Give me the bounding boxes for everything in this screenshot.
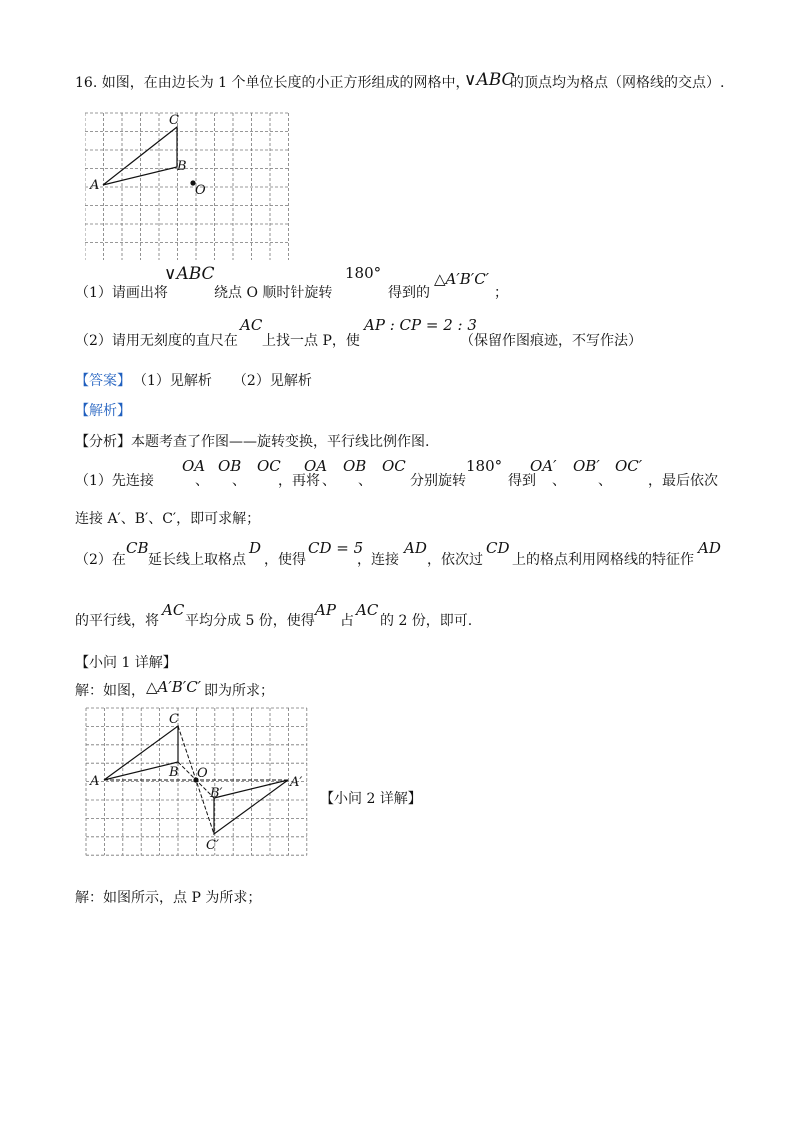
question-suffix: 的顶点均为格点（网格线的交点）. bbox=[510, 75, 725, 91]
step2-mid4: ，依次过 bbox=[427, 552, 483, 568]
step2-line2-prefix: 的平行线，将 bbox=[75, 613, 159, 629]
question-prefix: 16. 如图，在由边长为 1 个单位长度的小正方形组成的网格中， bbox=[75, 75, 470, 91]
fig2-label-b: B bbox=[169, 765, 179, 780]
part1-tri: ∨ABC bbox=[164, 264, 215, 284]
step1-mid3: 得到 bbox=[508, 473, 536, 489]
step1-oa: OA bbox=[182, 457, 206, 475]
fig1-label-o: O bbox=[195, 183, 206, 198]
step1-sep1: 、 bbox=[195, 473, 209, 489]
fenxi-text: 【分析】本题考查了作图——旋转变换，平行线比例作图. bbox=[75, 434, 430, 450]
step2-cd5: CD = 5 bbox=[308, 539, 364, 557]
fig1-label-c: C bbox=[169, 113, 179, 128]
step2-prefix: （2）在 bbox=[75, 552, 126, 568]
sub1-text-prefix: 解：如图， bbox=[75, 683, 145, 699]
step1-sep5: 、 bbox=[552, 473, 566, 489]
triangle-abc: ∨ABC bbox=[464, 70, 515, 90]
step1-mid2: 分别旋转 bbox=[410, 473, 466, 489]
step1-prefix: （1）先连接 bbox=[75, 473, 154, 489]
fig2-label-c-prime: C′ bbox=[206, 838, 219, 853]
step1-sep3: 、 bbox=[322, 473, 336, 489]
step2-line2-end: 的 2 份，即可. bbox=[380, 613, 473, 629]
step2-ac2: AC bbox=[356, 601, 379, 619]
step1-oa3: OA′ bbox=[530, 457, 557, 475]
answer-tag: 【答案】 bbox=[75, 373, 131, 389]
step2-ad: AD bbox=[404, 539, 427, 557]
step1-line2: 连接 A′、B′、C′，即可求解； bbox=[75, 511, 261, 527]
part1-prefix: （1）请画出将 bbox=[75, 285, 168, 301]
part1-mid: 绕点 O 顺时针旋转 bbox=[214, 285, 333, 301]
sub1-tri: △A′B′C′ bbox=[146, 678, 202, 696]
step2-mid2: ，使得 bbox=[264, 552, 306, 568]
fig2-label-o: O bbox=[197, 766, 208, 781]
step2-line2-mid2: 占 bbox=[340, 613, 354, 629]
step1-end: ，最后依次 bbox=[648, 473, 718, 489]
step2-d: D bbox=[249, 539, 262, 557]
figure-2-grid bbox=[83, 706, 311, 858]
fig2-label-a-prime: A′ bbox=[290, 775, 303, 790]
sub2-tag: 【小问 2 详解】 bbox=[320, 791, 422, 807]
step2-cb: CB bbox=[126, 539, 149, 557]
fig1-label-b: B bbox=[177, 159, 187, 174]
sub1-text-suffix: 即为所求； bbox=[204, 683, 274, 699]
step1-ob2: OB bbox=[343, 457, 367, 475]
part1-angle: 180° bbox=[345, 264, 382, 282]
answer-text: （1）见解析 （2）见解析 bbox=[133, 373, 312, 389]
step2-mid: 延长线上取格点 bbox=[148, 552, 246, 568]
step1-oc2: OC bbox=[382, 457, 406, 475]
step1-oc3: OC′ bbox=[615, 457, 643, 475]
step2-ap: AP bbox=[315, 601, 336, 619]
fig2-label-b-prime: B′ bbox=[210, 786, 223, 801]
sub1-tag: 【小问 1 详解】 bbox=[75, 655, 177, 671]
step1-ob: OB bbox=[218, 457, 242, 475]
sub2-text: 解：如图所示，点 P 为所求； bbox=[75, 890, 262, 906]
step1-sep4: 、 bbox=[358, 473, 372, 489]
step2-cd: CD bbox=[486, 539, 510, 557]
figure-1-grid bbox=[85, 110, 305, 260]
part2-end: （保留作图痕迹，不写作法） bbox=[460, 333, 642, 349]
step2-mid3: ，连接 bbox=[357, 552, 399, 568]
part1-mid2: 得到的 bbox=[388, 285, 430, 301]
step2-ac: AC bbox=[162, 601, 185, 619]
step1-oc: OC bbox=[257, 457, 281, 475]
part1-result: △A′B′C′ bbox=[434, 270, 490, 288]
fig1-label-a: A bbox=[90, 178, 100, 193]
step1-angle: 180° bbox=[466, 457, 503, 475]
part2-mid: 上找一点 P，使 bbox=[262, 333, 360, 349]
analysis-tag: 【解析】 bbox=[75, 403, 131, 419]
step1-mid: ，再将 bbox=[278, 473, 320, 489]
step2-mid5: 上的格点利用网格线的特征作 bbox=[512, 552, 694, 568]
part2-seg: AC bbox=[240, 316, 263, 334]
step1-sep6: 、 bbox=[598, 473, 612, 489]
part1-end: ； bbox=[494, 285, 508, 301]
step2-ad2: AD bbox=[698, 539, 721, 557]
step1-sep2: 、 bbox=[232, 473, 246, 489]
step2-line2-mid: 平均分成 5 份，使得 bbox=[185, 613, 315, 629]
step1-ob3: OB′ bbox=[573, 457, 600, 475]
part2-prefix: （2）请用无刻度的直尺在 bbox=[75, 333, 238, 349]
part2-ratio: AP : CP = 2 : 3 bbox=[364, 316, 477, 334]
fig2-label-c: C bbox=[169, 712, 179, 727]
fig2-label-a: A bbox=[90, 774, 100, 789]
step1-oa2: OA bbox=[304, 457, 328, 475]
